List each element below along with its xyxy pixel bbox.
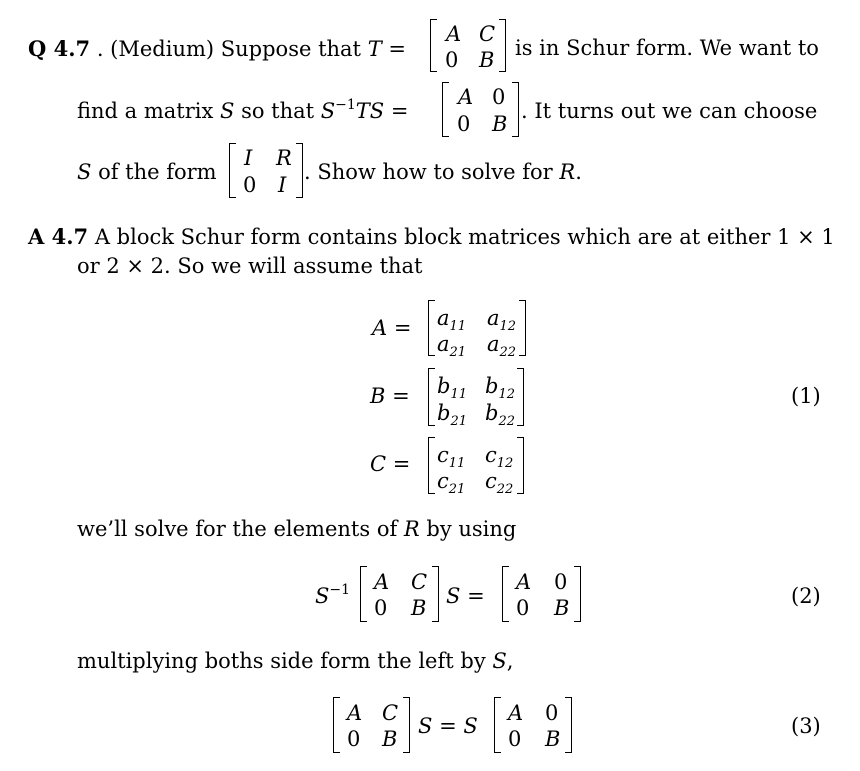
eq2-matrix-T: A C 0 B <box>360 566 439 622</box>
equation-number-1: (1) <box>791 384 821 408</box>
matrix-B-label: B = <box>370 384 410 408</box>
matrix-A: $a_{11}$ $a_{12}$ $a_{21}$ $a_{22}$ <box>428 300 526 356</box>
answer-line-1: A 4.7 A block Schur form contains block matrices which are at either 1 × 1 <box>28 224 835 249</box>
eq3-matrix-T: A C 0 B <box>333 697 410 753</box>
solve-text: we’ll solve for the elements of R by using <box>77 517 517 541</box>
question-line-1-end: is in Schur form. We want to <box>515 36 819 60</box>
matrix-C-label: C = <box>370 452 411 476</box>
question-line-3-end: . Show how to solve for R. <box>304 160 582 184</box>
question-line-2-end: . It turns out we can choose <box>521 99 818 123</box>
matrix-T: A C 0 B <box>430 19 506 72</box>
question-label: Q 4.7 <box>28 36 91 61</box>
eq2-left-factor: $S^{-1}$ <box>315 582 351 608</box>
eq2-matrix-D: A 0 0 B <box>502 566 581 622</box>
answer-line-2: or 2 × 2. So we will assume that <box>77 254 423 278</box>
matrix-B: $b_{11}$ $b_{12}$ $b_{21}$ $b_{22}$ <box>428 368 524 426</box>
eq2-right-factor: S = <box>446 584 485 608</box>
equation-number-2: (2) <box>791 584 821 608</box>
question-line-1: Q 4.7 . (Medium) Suppose that T = <box>28 36 406 61</box>
eq3-middle: S = S <box>418 714 478 738</box>
answer-label: A 4.7 <box>28 224 89 249</box>
equation-number-3: (3) <box>791 714 821 738</box>
matrix-S: I R 0 I <box>229 143 303 198</box>
eq3-matrix-D: A 0 0 B <box>494 697 572 753</box>
question-line-2: find a matrix S so that $S^{-1}TS$ = <box>77 97 409 123</box>
matrix-D: A 0 0 B <box>442 82 519 137</box>
matrix-C: $c_{11}$ $c_{12}$ $c_{21}$ $c_{22}$ <box>428 437 524 494</box>
multiply-text: multiplying boths side form the left by S, <box>77 649 514 673</box>
matrix-A-label: A = <box>372 316 412 340</box>
question-line-3: S of the form <box>77 160 217 184</box>
